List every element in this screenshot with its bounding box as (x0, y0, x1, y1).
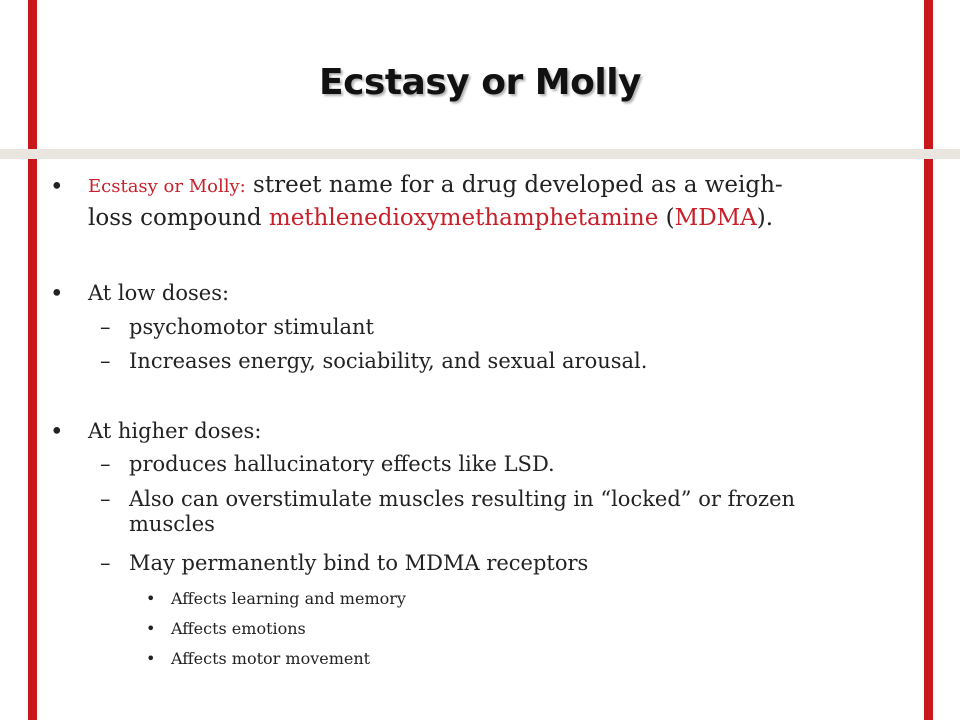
paren-open: ( (665, 205, 675, 231)
abbreviation: MDMA (674, 205, 757, 231)
low-doses-heading: At low doses: (88, 281, 230, 305)
sub-bullet-icon: • (146, 619, 156, 638)
title-divider-band (0, 149, 960, 159)
definition-text: street name for a drug developed as a weigh- (253, 172, 783, 198)
bullet-icon: • (50, 419, 64, 445)
bullet-icon: • (50, 281, 64, 307)
dash-icon: – (100, 551, 111, 575)
list-item: Increases energy, sociability, and sexual arousal. (129, 349, 648, 373)
sub-bullet-icon: • (146, 589, 156, 608)
dash-icon: – (100, 487, 111, 511)
left-red-bar (28, 0, 37, 720)
dash-icon: – (100, 315, 111, 339)
dash-icon: – (100, 349, 111, 373)
sub-list-item: Affects learning and memory (171, 589, 406, 608)
sub-list-item: Affects emotions (171, 619, 306, 638)
term-label: Ecstasy or Molly: (88, 176, 246, 197)
sub-list-item: Affects motor movement (171, 649, 371, 668)
bullet-ecstasy-line1 (88, 172, 783, 198)
right-red-bar (924, 0, 933, 720)
paren-close: ). (756, 205, 774, 231)
bullet-ecstasy-line2 (88, 205, 773, 231)
list-item: produces hallucinatory effects like LSD. (129, 452, 555, 476)
bullet-icon: • (50, 174, 64, 200)
dash-icon: – (100, 452, 111, 476)
slide-title: Ecstasy or Molly (318, 62, 641, 103)
list-item-continuation: muscles (129, 512, 215, 536)
higher-doses-heading: At higher doses: (88, 419, 262, 443)
chemical-name: methlenedioxymethamphetamine (268, 205, 659, 231)
list-item: May permanently bind to MDMA receptors (129, 551, 589, 575)
list-item: psychomotor stimulant (129, 315, 374, 339)
compound-text: loss compound (88, 205, 262, 231)
list-item: Also can overstimulate muscles resulting in “locked” or frozen (129, 487, 796, 511)
sub-bullet-icon: • (146, 649, 156, 668)
